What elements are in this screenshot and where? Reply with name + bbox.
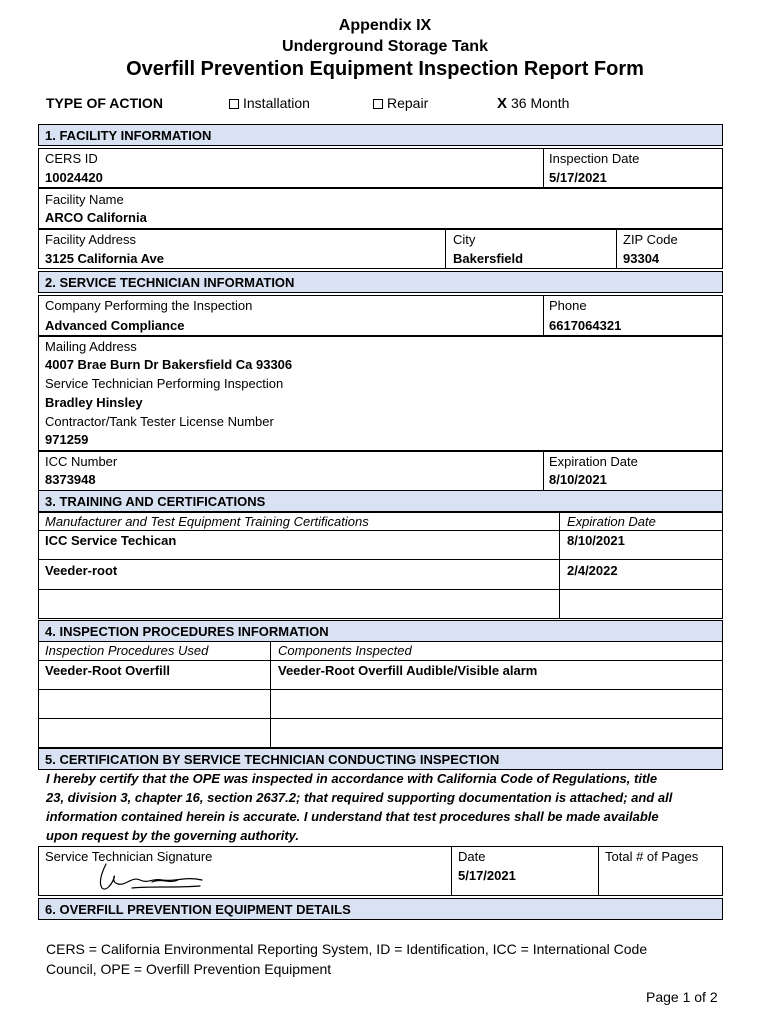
option-repair-label: Repair [387,95,429,111]
zip-value: 93304 [623,251,660,266]
training-exp-value: 8/10/2021 [567,533,625,548]
option-36-month[interactable] [497,95,569,112]
phone-value: 6617064321 [549,318,622,333]
icc-expiration-value: 8/10/2021 [549,472,607,487]
procedure-cell[interactable] [38,689,271,719]
cers-id-label: CERS ID [45,151,98,166]
facility-name-label: Facility Name [45,192,124,207]
section-6-header: 6. OVERFILL PREVENTION EQUIPMENT DETAILS [38,898,723,920]
facility-name-value: ARCO California [45,210,147,225]
section-1-header: 1. FACILITY INFORMATION [38,124,723,146]
mailing-address-label: Mailing Address [45,339,137,354]
license-label: Contractor/Tank Tester License Number [45,414,274,429]
company-label: Company Performing the Inspection [45,298,253,313]
technician-details-field[interactable] [38,336,723,451]
city-value: Bakersfield [453,251,524,266]
facility-address-label: Facility Address [45,232,137,247]
technician-value: Bradley Hinsley [45,395,143,410]
components-cell[interactable] [270,689,723,719]
certification-line: I hereby certify that the OPE was inspected in accordance with California Code of Regulations, title [46,771,658,786]
section-2-header: 2. SERVICE TECHNICIAN INFORMATION [38,271,723,293]
company-value: Advanced Compliance [45,318,185,333]
checked-x-icon[interactable]: X [497,95,508,112]
procedures-col1-header: Inspection Procedures Used [45,643,209,658]
inspection-date-value: 5/17/2021 [549,170,607,185]
training-cert-value: ICC Service Techican [45,533,177,548]
section-3-header: 3. TRAINING AND CERTIFICATIONS [38,490,723,512]
components-value: Veeder-Root Overfill Audible/Visible alarm [278,663,538,678]
certification-line: information contained herein is accurate. I understand that test procedures shall be made available [46,809,659,824]
license-value: 971259 [45,432,89,447]
appendix-label: Appendix IX [338,17,432,34]
checkbox-icon[interactable] [373,99,383,109]
training-cert-value: Veeder-root [45,563,118,578]
training-exp-value: 2/4/2022 [567,563,618,578]
inspection-date-label: Inspection Date [549,151,640,166]
subtitle: Underground Storage Tank [282,38,488,55]
footnote-line: Council, OPE = Overfill Prevention Equipment [46,961,332,977]
checkbox-icon[interactable] [229,99,239,109]
certification-line: 23, division 3, chapter 16, section 2637.2; that required supporting documentation is attached; and all [46,790,673,805]
phone-label: Phone [549,298,587,313]
certification-line: upon request by the governing authority. [46,828,300,843]
section-4-header: 4. INSPECTION PROCEDURES INFORMATION [38,620,723,642]
signature-date-value: 5/17/2021 [458,868,516,883]
icc-number-label: ICC Number [45,454,118,469]
technician-label: Service Technician Performing Inspection [45,376,284,391]
signature-date-label: Date [458,849,486,864]
section-5-header: 5. CERTIFICATION BY SERVICE TECHNICIAN CONDUCTING INSPECTION [38,748,723,770]
zip-label: ZIP Code [623,232,678,247]
training-col2-header: Expiration Date [567,514,656,529]
procedure-cell[interactable] [38,718,271,748]
signature-image [92,858,222,894]
form-title: Overfill Prevention Equipment Inspection Report Form [126,58,644,80]
procedures-col2-header: Components Inspected [278,643,412,658]
abbreviations-footnote [46,939,726,979]
total-pages-label: Total # of Pages [605,849,699,864]
components-cell[interactable] [270,718,723,748]
city-label: City [453,232,476,247]
cers-id-value: 10024420 [45,170,103,185]
icc-expiration-label: Expiration Date [549,454,638,469]
training-col1-header: Manufacturer and Test Equipment Training Certifications [45,514,369,529]
page-number: Page 1 of 2 [646,989,718,1005]
procedure-value: Veeder-Root Overfill [45,663,170,678]
training-exp-cell[interactable] [559,589,723,619]
footnote-line: CERS = California Environmental Reporting System, ID = Identification, ICC = International Code [46,941,648,957]
option-installation[interactable] [229,95,310,111]
option-installation-label: Installation [243,95,310,111]
signature-label: Service Technician Signature [45,849,213,864]
type-of-action-label: TYPE OF ACTION [46,95,163,111]
cers-id-field[interactable] [38,148,544,188]
training-cert-cell[interactable] [38,589,560,619]
option-repair[interactable] [373,95,428,111]
icc-number-value: 8373948 [45,472,96,487]
certification-statement [46,769,721,845]
facility-address-value: 3125 California Ave [45,251,164,266]
option-36-month-label: 36 Month [511,95,570,111]
mailing-address-value: 4007 Brae Burn Dr Bakersfield Ca 93306 [45,357,293,372]
